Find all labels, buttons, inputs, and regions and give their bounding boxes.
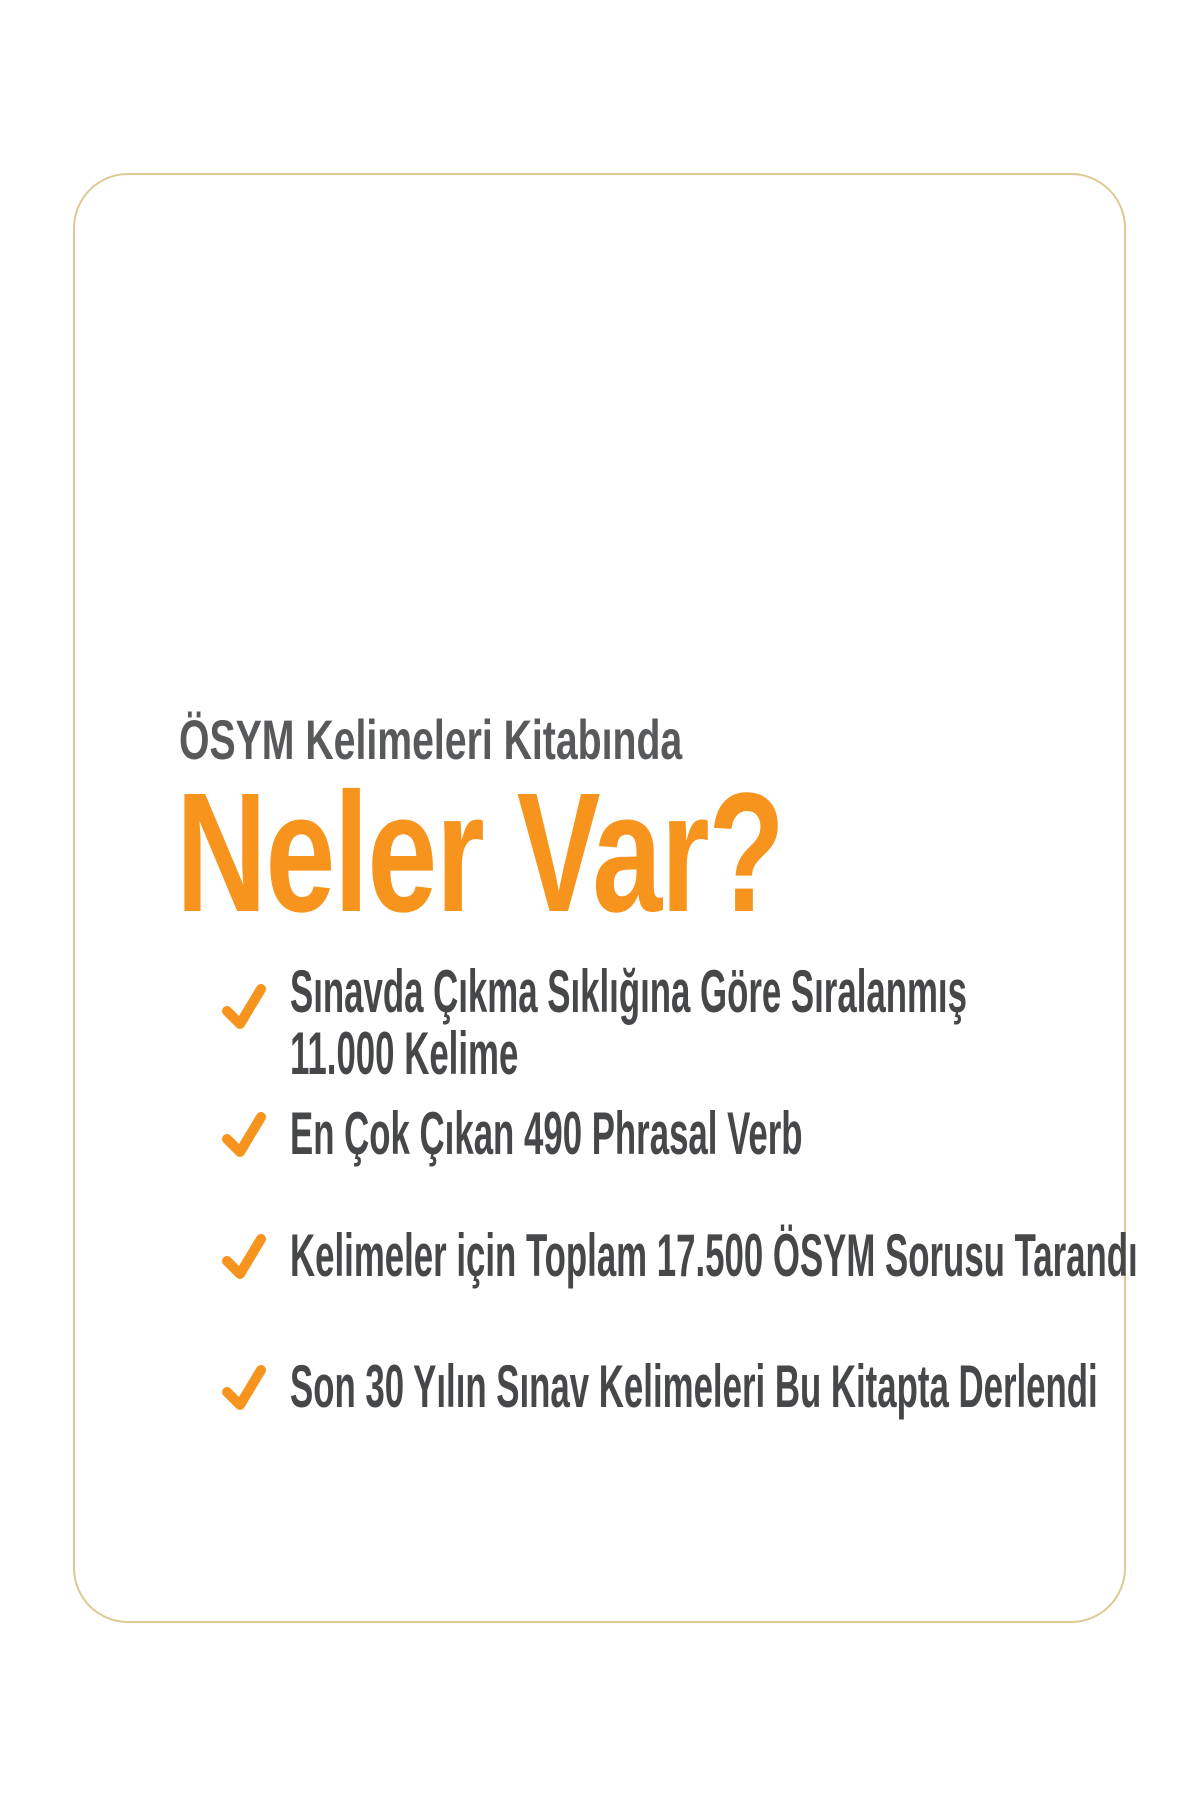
checkmark-icon	[217, 980, 269, 1032]
checkmark-icon	[217, 1361, 269, 1413]
checklist-item-text	[290, 1100, 1174, 1167]
checklist-line: En Çok Çıkan 490 Phrasal Verb	[290, 1100, 803, 1167]
checkmark-icon	[217, 1230, 269, 1282]
checklist-line: Son 30 Yılın Sınav Kelimeleri Bu Kitapta Derlendi	[290, 1353, 1098, 1420]
checkmark-icon	[217, 1108, 269, 1160]
panel-title	[176, 758, 997, 948]
checklist-item-text	[290, 958, 1200, 1087]
panel-title-text: Neler Var?	[176, 758, 784, 948]
panel-subtitle-text: ÖSYM Kelimeleri Kitabında	[179, 708, 683, 771]
checklist-line: Kelimeler için Toplam 17.500 ÖSYM Sorusu Tarandı	[290, 1222, 1138, 1289]
promo-panel	[73, 173, 1138, 1623]
checklist-item-text	[290, 1222, 1200, 1289]
checklist-item-text	[290, 1353, 1200, 1420]
checklist-line: Sınavda Çıkma Sıklığına Göre Sıralanmış	[290, 958, 967, 1025]
checklist-line: 11.000 Kelime	[290, 1020, 519, 1087]
